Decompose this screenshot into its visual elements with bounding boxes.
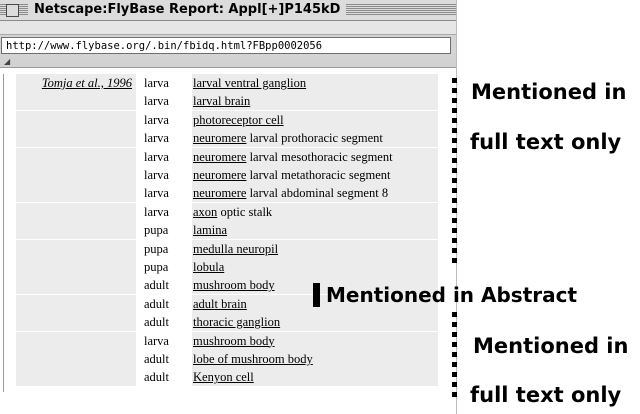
anatomy-term-cell [192,92,438,110]
toolbar-collapse-strip[interactable] [0,57,456,68]
reference-cell [16,92,136,110]
anatomy-term-text: larval mesothoracic segment [246,149,393,164]
reference-link[interactable]: Tomja et al., 1996 [41,76,132,90]
anatomy-term-cell [192,350,438,368]
anatomy-term-link[interactable]: mushroom body [193,278,275,293]
anatomy-term-link[interactable]: neuromere [193,168,247,182]
anatomy-term-text: larval metathoracic segment [246,168,391,182]
anatomy-term-link[interactable]: lamina [193,223,228,238]
table-row [14,148,440,166]
table-row [14,74,440,92]
stage-cell: larva [144,186,169,201]
table-row [14,258,440,276]
anatomy-term-cell [192,240,438,258]
stage-cell: adult [144,296,169,311]
anatomy-term-link[interactable]: neuromere [193,131,247,146]
anatomy-term-cell [192,184,438,202]
reference-cell [16,350,136,368]
anatomy-term-link[interactable]: lobula [193,260,225,274]
table-row [14,350,440,368]
table-row [14,203,440,221]
anatomy-term-link[interactable]: neuromere [193,149,247,164]
close-box-icon[interactable] [6,4,19,17]
stage-cell: adult [144,315,169,330]
table-row [14,184,440,202]
abstract-marker [313,283,320,307]
fulltext-marker-bottom [452,312,457,402]
anatomy-term-cell [192,258,438,276]
reference-cell [16,203,136,221]
reference-cell [16,184,136,202]
stage-cell: larva [144,131,169,146]
fulltext-note-bottom-line2: full text only [470,383,622,407]
reference-cell [16,368,136,386]
anatomy-term-link[interactable]: mushroom body [193,333,275,348]
anatomy-term-cell [192,332,438,350]
table-row [14,332,440,350]
anatomy-term-cell [192,111,438,129]
anatomy-term-link[interactable]: thoracic ganglion [193,315,281,330]
anatomy-term-cell [192,221,438,239]
table-row [14,313,440,331]
stage-cell: pupa [144,223,169,238]
anatomy-term-cell [192,368,438,386]
anatomy-term-cell [192,148,438,166]
anatomy-term-link[interactable]: adult brain [193,296,247,311]
reference-cell [16,148,136,166]
stage-cell: adult [144,370,169,385]
table-row [14,166,440,184]
toolbar-strip [0,21,456,35]
reference-cell [16,111,136,129]
anatomy-term-link[interactable]: Kenyon cell [193,370,254,385]
title-bar[interactable] [0,0,456,21]
anatomy-term-link[interactable]: larval brain [193,94,251,109]
anatomy-term-cell [192,313,438,331]
disclosure-triangle-icon[interactable]: ◢ [4,57,11,66]
stage-cell: pupa [144,241,169,256]
stage-cell: larva [144,168,169,182]
anatomy-term-text: larval abdominal segment 8 [246,186,389,201]
fulltext-note-top-line2: full text only [470,130,622,154]
reference-cell [16,74,136,92]
anatomy-term-cell [192,74,438,92]
anatomy-term-text: optic stalk [217,204,273,219]
reference-cell [16,295,136,313]
anatomy-term-cell [192,129,438,147]
reference-cell [16,258,136,276]
table-row [14,240,440,258]
abstract-note: Mentioned in Abstract [326,283,578,307]
anatomy-term-link[interactable]: lobe of mushroom body [193,352,313,366]
stage-cell: larva [144,112,169,127]
anatomy-term-cell [192,166,438,184]
window-title: Netscape:FlyBase Report: Appl[+]P145kD [28,1,346,19]
stage-cell: larva [144,149,169,164]
url-input[interactable] [1,37,451,54]
reference-cell [16,240,136,258]
reference-cell [16,221,136,239]
stage-cell: adult [144,352,169,366]
table-row [14,368,440,386]
reference-cell [16,276,136,294]
reference-cell [16,313,136,331]
anatomy-term-link[interactable]: neuromere [193,186,247,201]
table-row [14,221,440,239]
anatomy-term-link[interactable]: medulla neuropil [193,241,279,256]
reference-cell [16,166,136,184]
fulltext-marker-top [452,78,457,268]
stage-cell: larva [144,333,169,348]
stage-cell: larva [144,76,169,90]
stage-cell: larva [144,204,169,219]
anatomy-term-link[interactable]: larval ventral ganglion [193,76,307,90]
table-row [14,111,440,129]
anatomy-term-link[interactable]: axon [193,204,218,219]
stage-cell: pupa [144,260,169,274]
fulltext-note-bottom-line1: Mentioned in [473,334,629,358]
location-bar [0,35,456,57]
table-row [14,129,440,147]
anatomy-term-link[interactable]: photoreceptor cell [193,112,284,127]
fulltext-note-top-line1: Mentioned in [471,80,627,104]
stage-cell: larva [144,94,169,109]
anatomy-term-text: larval prothoracic segment [246,131,383,146]
table-row [14,92,440,110]
anatomy-term-cell [192,203,438,221]
reference-cell [16,332,136,350]
stage-cell: adult [144,278,169,293]
left-margin-rule [3,74,4,392]
reference-cell [16,129,136,147]
